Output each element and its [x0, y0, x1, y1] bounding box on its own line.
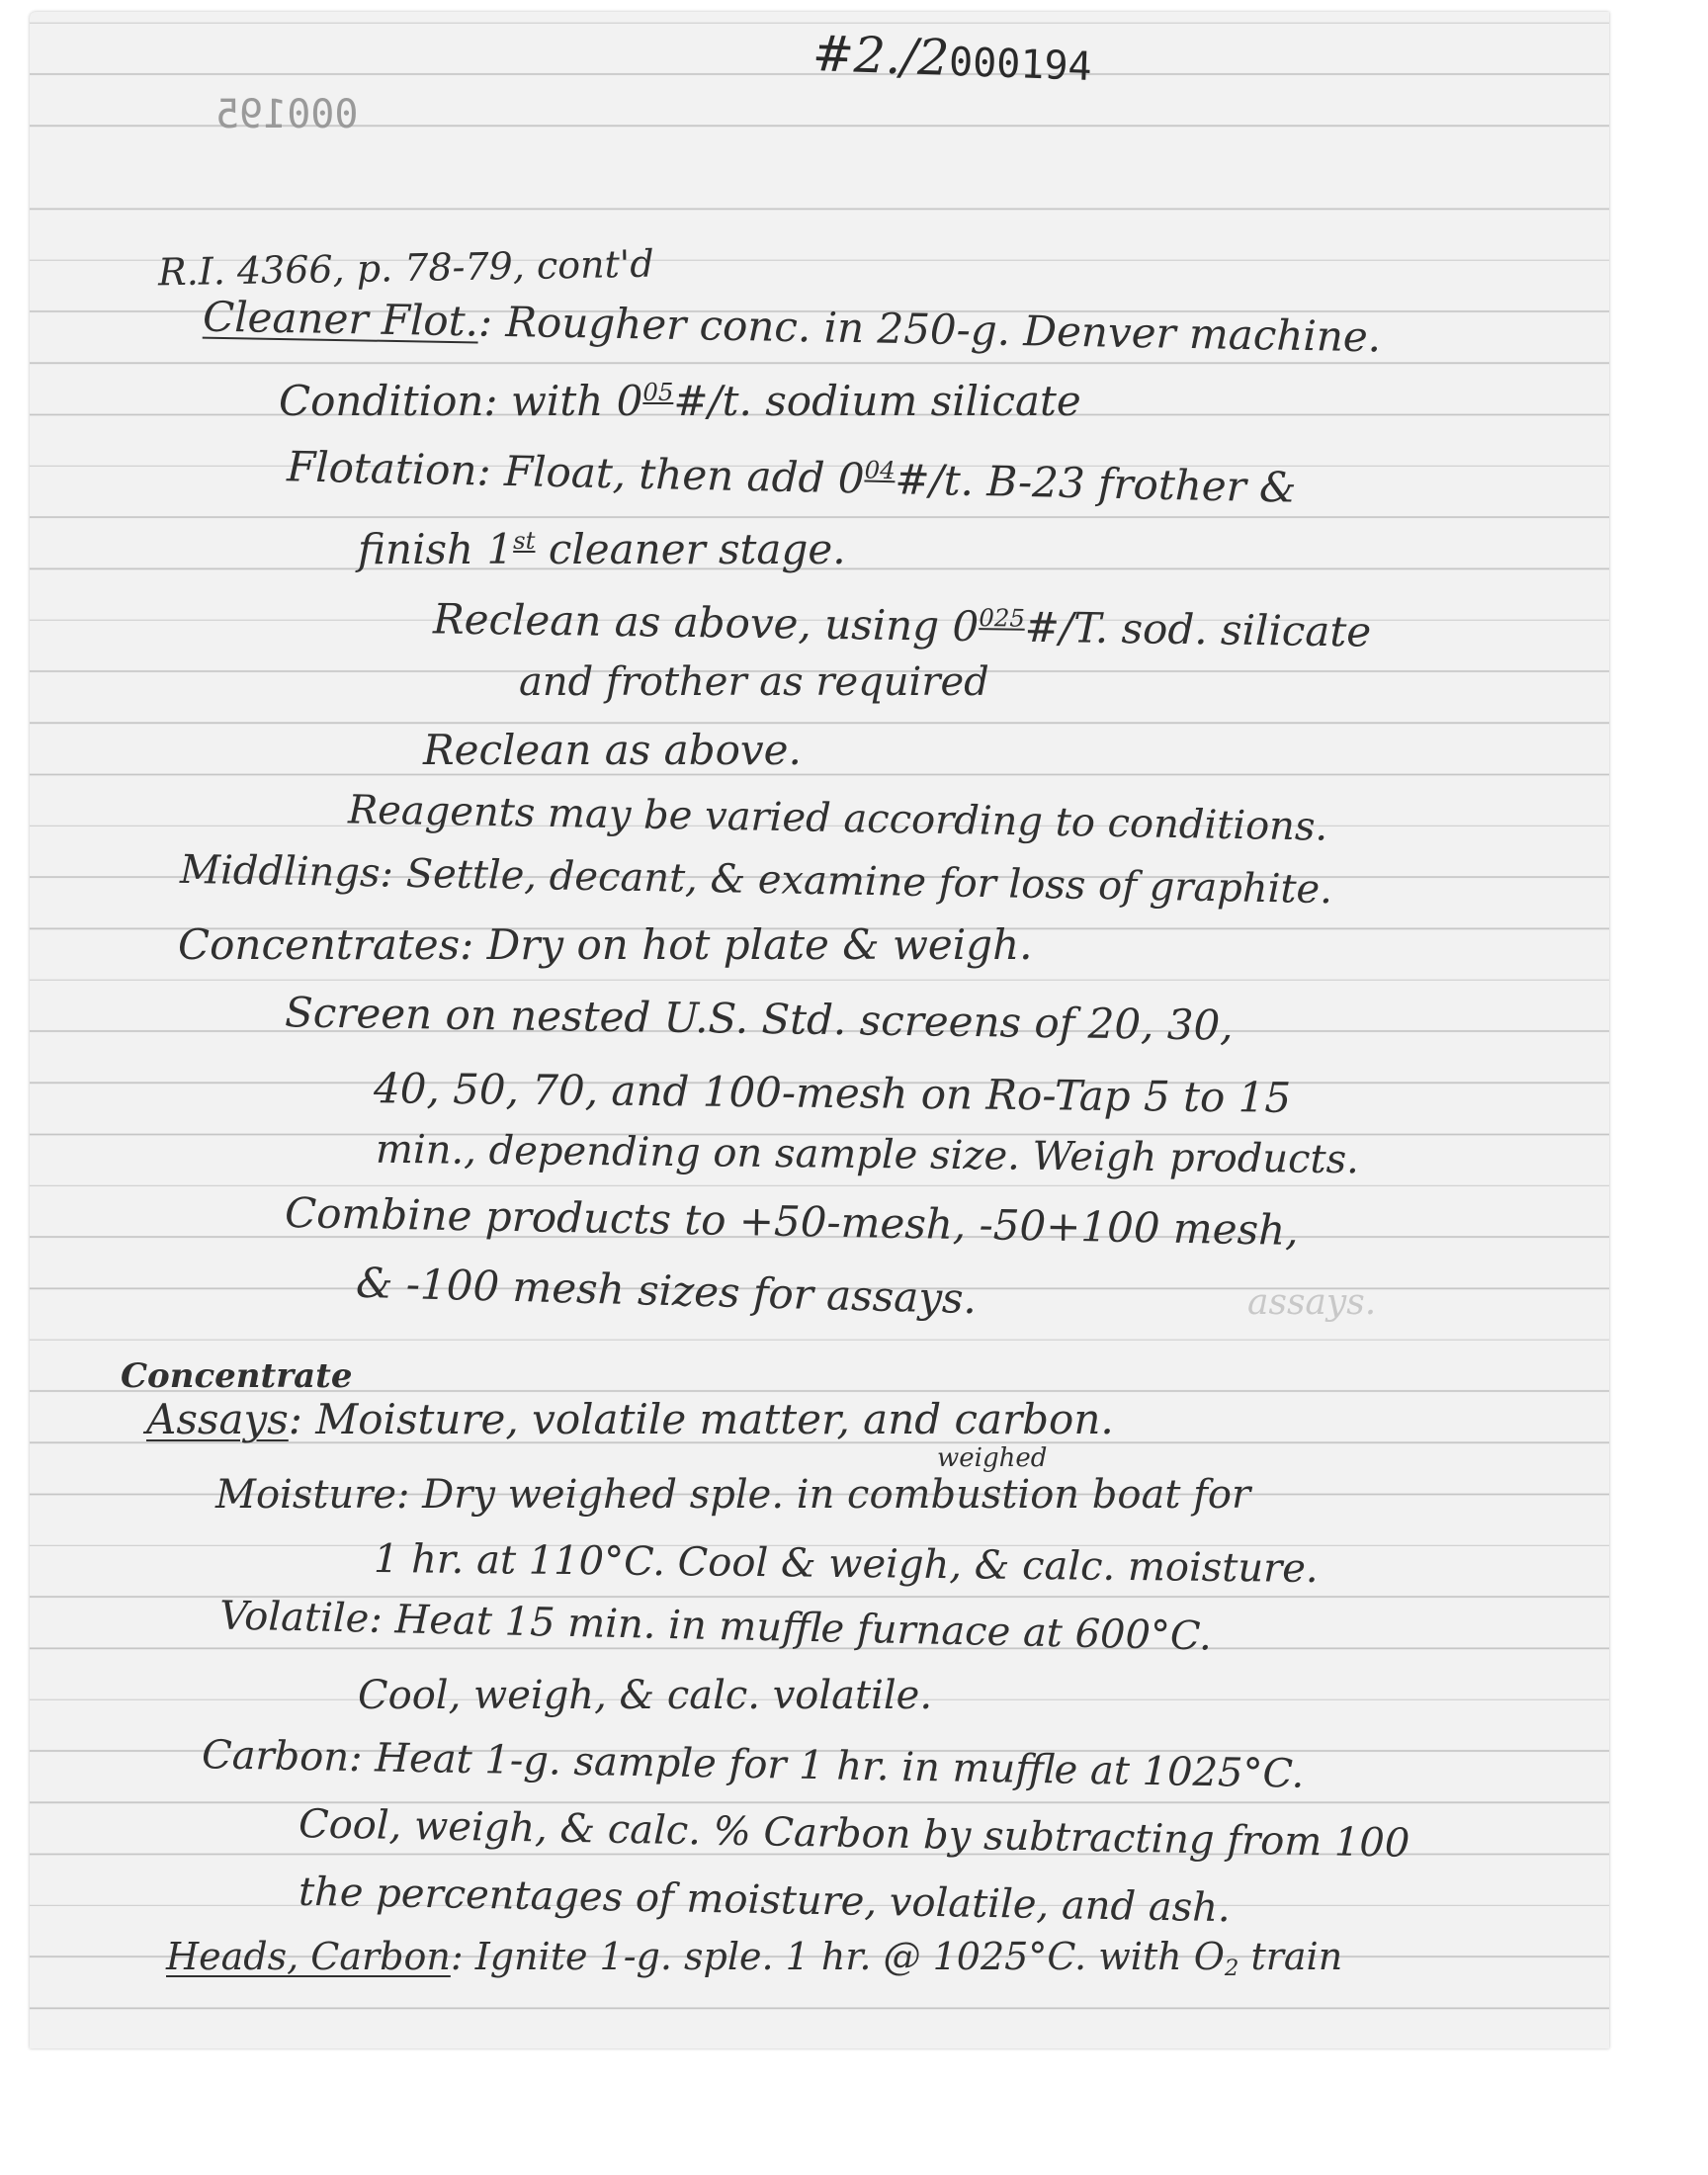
- volatile-line: Volatile: Heat 15 min. in muffle furnace at 600°C.: [218, 1593, 1213, 1660]
- reclean-dose: 025: [979, 603, 1026, 634]
- document-number-prefix: #2./2: [811, 25, 951, 87]
- flotation-text-a: Flotation: Float, then add 0: [286, 442, 865, 503]
- oxygen-subscript: 2: [1224, 1955, 1239, 1981]
- cleaner-flotation-heading: Cleaner Flot.: [202, 292, 479, 346]
- assays-heading: Assays: [146, 1395, 289, 1443]
- flotation-dose: 04: [864, 455, 896, 485]
- assays-text: : Moisture, volatile matter, and carbon.: [288, 1395, 1114, 1443]
- percentages-line: the percentages of moisture, volatile, and ash.: [298, 1869, 1232, 1932]
- condition-text-b: #/t. sodium silicate: [673, 377, 1081, 425]
- combine-products-line: Combine products to +50-mesh, -50+100 mesh,: [284, 1188, 1299, 1255]
- heads-carbon-text-a: : Ignite 1-g. sple. 1 hr. @ 1025°C. with O: [450, 1935, 1225, 1978]
- finish-text-a: finish 1: [358, 525, 514, 573]
- flotation-text-b: #/t. B-23 frother &: [894, 455, 1297, 512]
- reclean-text-b: #/T. sod. silicate: [1024, 602, 1372, 656]
- screen-line: Screen on nested U.S. Std. screens of 20, 30,: [284, 988, 1234, 1050]
- finish-cleaner-line: [358, 525, 846, 573]
- document-number: [811, 25, 1093, 90]
- moisture-detail-line: 1 hr. at 110°C. Cool & weigh, & calc. moisture.: [373, 1535, 1319, 1593]
- condition-text-a: Condition: with 0: [279, 377, 643, 425]
- inserted-word: weighed: [937, 1443, 1048, 1473]
- heads-carbon-text-b: train: [1238, 1935, 1343, 1978]
- erased-word: assays.: [1247, 1282, 1377, 1323]
- bleed-through-number: 000195: [215, 92, 359, 137]
- reagents-line: Reagents may be varied according to conditions.: [347, 787, 1328, 850]
- reclean-line-2: Reclean as above.: [423, 726, 802, 774]
- concentrates-line: Concentrates: Dry on hot plate & weigh.: [178, 920, 1033, 969]
- finish-text-b: cleaner stage.: [535, 525, 846, 573]
- cleaner-flotation-text: : Rougher conc. in 250-g. Denver machine.: [477, 297, 1382, 362]
- assays-line: [146, 1395, 1114, 1443]
- finish-ordinal: st: [513, 526, 536, 556]
- reference-line: R.I. 4366, p. 78-79, cont'd: [157, 241, 654, 295]
- heads-carbon-line: [166, 1935, 1343, 1981]
- middlings-line: Middlings: Settle, decant, & examine for loss of graphite.: [179, 846, 1333, 914]
- condition-dose: 05: [642, 378, 674, 407]
- page-margin: [0, 2056, 1708, 2175]
- volatile-detail-line: Cool, weigh, & calc. volatile.: [358, 1673, 933, 1718]
- carbon-line: Carbon: Heat 1-g. sample for 1 hr. in muffle at 1025°C.: [201, 1732, 1305, 1797]
- reclean-text-a: Reclean as above, using 0: [432, 594, 980, 652]
- carbon-calc-line: Cool, weigh, & calc. % Carbon by subtracting from 100: [298, 1801, 1410, 1867]
- moisture-line: Moisture: Dry weighed sple. in combustion boat for: [215, 1472, 1251, 1518]
- concentrate-label: Concentrate: [121, 1356, 353, 1396]
- condition-line: [279, 377, 1081, 425]
- reclean-line-1: [432, 594, 1372, 656]
- weigh-products-line: min., depending on sample size. Weigh products.: [375, 1126, 1360, 1183]
- heads-carbon-heading: Heads, Carbon: [166, 1935, 451, 1978]
- assay-sizes-line: & -100 mesh sizes for assays.: [355, 1258, 978, 1324]
- document-number-value: 000194: [948, 39, 1093, 90]
- frother-line: and frother as required: [519, 659, 989, 705]
- mesh-line: 40, 50, 70, and 100-mesh on Ro-Tap 5 to 15: [373, 1064, 1292, 1122]
